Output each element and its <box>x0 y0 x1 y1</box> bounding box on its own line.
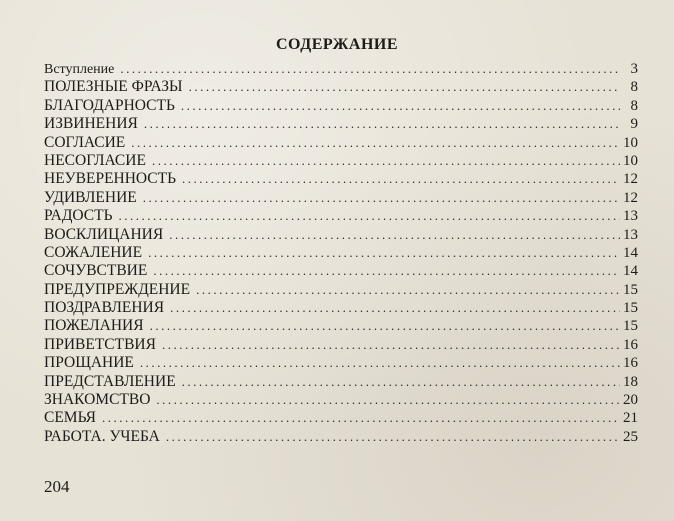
toc-leader-dots <box>152 152 620 170</box>
toc-entry-page: 15 <box>623 281 638 298</box>
toc-leader-dots <box>196 281 620 299</box>
toc-entry-page: 21 <box>623 410 638 427</box>
toc-entry <box>44 226 638 244</box>
toc-leader-dots <box>182 170 620 188</box>
toc-leader-dots <box>140 354 620 372</box>
toc-entry-page: 16 <box>623 336 638 353</box>
toc-entry-label: РАБОТА. УЧЕБА <box>44 427 160 445</box>
toc-leader-dots <box>170 299 620 317</box>
toc-leader-dots <box>143 189 620 207</box>
toc-leader-dots <box>150 317 620 335</box>
toc-entry-page: 25 <box>623 428 638 445</box>
toc-entry <box>44 207 638 225</box>
toc-entry-page: 16 <box>623 355 638 372</box>
toc-entry-label: Вступление <box>44 62 115 77</box>
toc-entry-label: УДИВЛЕНИЕ <box>44 188 137 206</box>
page-title: СОДЕРЖАНИЕ <box>275 36 399 53</box>
toc-entry-label: ПРИВЕТСТВИЯ <box>44 335 156 353</box>
toc-entry-label: СОГЛАСИЕ <box>44 133 126 151</box>
toc-entry-label: СОЧУВСТВИЕ <box>44 262 148 280</box>
toc-entry-page: 9 <box>630 116 638 133</box>
toc-entry <box>44 78 638 96</box>
toc-leader-dots <box>156 391 620 409</box>
toc-entry-label: ПРОЩАНИЕ <box>44 354 134 372</box>
toc-entry-label: ПРЕДУПРЕЖДЕНИЕ <box>44 280 191 298</box>
toc-entry-page: 12 <box>623 189 638 206</box>
toc-entry <box>44 115 638 133</box>
toc-entry-page: 12 <box>623 171 638 188</box>
toc-entry-page: 3 <box>630 61 638 77</box>
toc-leader-dots <box>102 409 620 427</box>
toc-leader-dots <box>166 428 620 446</box>
toc-entry-label: ПОЖЕЛАНИЯ <box>44 317 144 335</box>
toc-entry <box>44 354 638 372</box>
toc-entry <box>44 336 638 354</box>
toc-entry <box>44 134 638 152</box>
toc-entry <box>44 299 638 317</box>
toc-entry <box>44 317 638 335</box>
toc-entry <box>44 373 638 391</box>
toc-entry-page: 10 <box>623 134 638 151</box>
toc-entry-label: ПОЗДРАВЛЕНИЯ <box>44 299 165 317</box>
toc-entry-page: 14 <box>623 244 638 261</box>
page-number: 204 <box>44 477 70 496</box>
toc-leader-dots <box>131 134 620 152</box>
toc-entry-label: ИЗВИНЕНИЯ <box>44 115 138 133</box>
toc-entry <box>44 60 638 78</box>
toc-entry-page: 10 <box>623 152 638 169</box>
toc-leader-dots <box>120 60 620 78</box>
toc-leader-dots <box>182 373 620 391</box>
toc-entry-page: 8 <box>630 79 638 96</box>
toc-entry-label: БЛАГОДАРНОСТЬ <box>44 96 175 114</box>
toc-entry <box>44 189 638 207</box>
toc-entry <box>44 391 638 409</box>
toc-entry <box>44 428 638 446</box>
toc-entry-label: НЕСОГЛАСИЕ <box>44 151 146 169</box>
toc-entry-label: СОЖАЛЕНИЕ <box>44 243 143 261</box>
table-of-contents <box>44 60 638 446</box>
toc-entry-page: 18 <box>623 373 638 390</box>
toc-entry <box>44 281 638 299</box>
toc-leader-dots <box>169 226 620 244</box>
toc-leader-dots <box>162 336 620 354</box>
toc-entry-label: РАДОСТЬ <box>44 207 113 225</box>
toc-leader-dots <box>144 115 620 133</box>
toc-entry-page: 20 <box>623 392 638 409</box>
toc-entry-page: 14 <box>623 263 638 280</box>
toc-entry <box>44 170 638 188</box>
toc-entry-label: ВОСКЛИЦАНИЯ <box>44 225 164 243</box>
toc-entry-page: 15 <box>623 318 638 335</box>
toc-entry-label: ПРЕДСТАВЛЕНИЕ <box>44 372 176 390</box>
toc-entry-page: 13 <box>623 208 638 225</box>
toc-entry <box>44 409 638 427</box>
toc-entry-label: НЕУВЕРЕННОСТЬ <box>44 170 177 188</box>
toc-entry-label: ПОЛЕЗНЫЕ ФРАЗЫ <box>44 78 183 96</box>
toc-entry-label: ЗНАКОМСТВО <box>44 391 151 409</box>
toc-entry <box>44 244 638 262</box>
toc-leader-dots <box>181 97 620 115</box>
toc-leader-dots <box>119 207 621 225</box>
toc-entry-label: СЕМЬЯ <box>44 409 97 427</box>
toc-entry-page: 13 <box>623 226 638 243</box>
toc-entry-page: 8 <box>630 97 638 114</box>
toc-leader-dots <box>153 262 620 280</box>
toc-entry <box>44 97 638 115</box>
toc-entry <box>44 262 638 280</box>
toc-entry <box>44 152 638 170</box>
toc-leader-dots <box>148 244 620 262</box>
toc-entry-page: 15 <box>623 300 638 317</box>
toc-leader-dots <box>189 78 620 96</box>
